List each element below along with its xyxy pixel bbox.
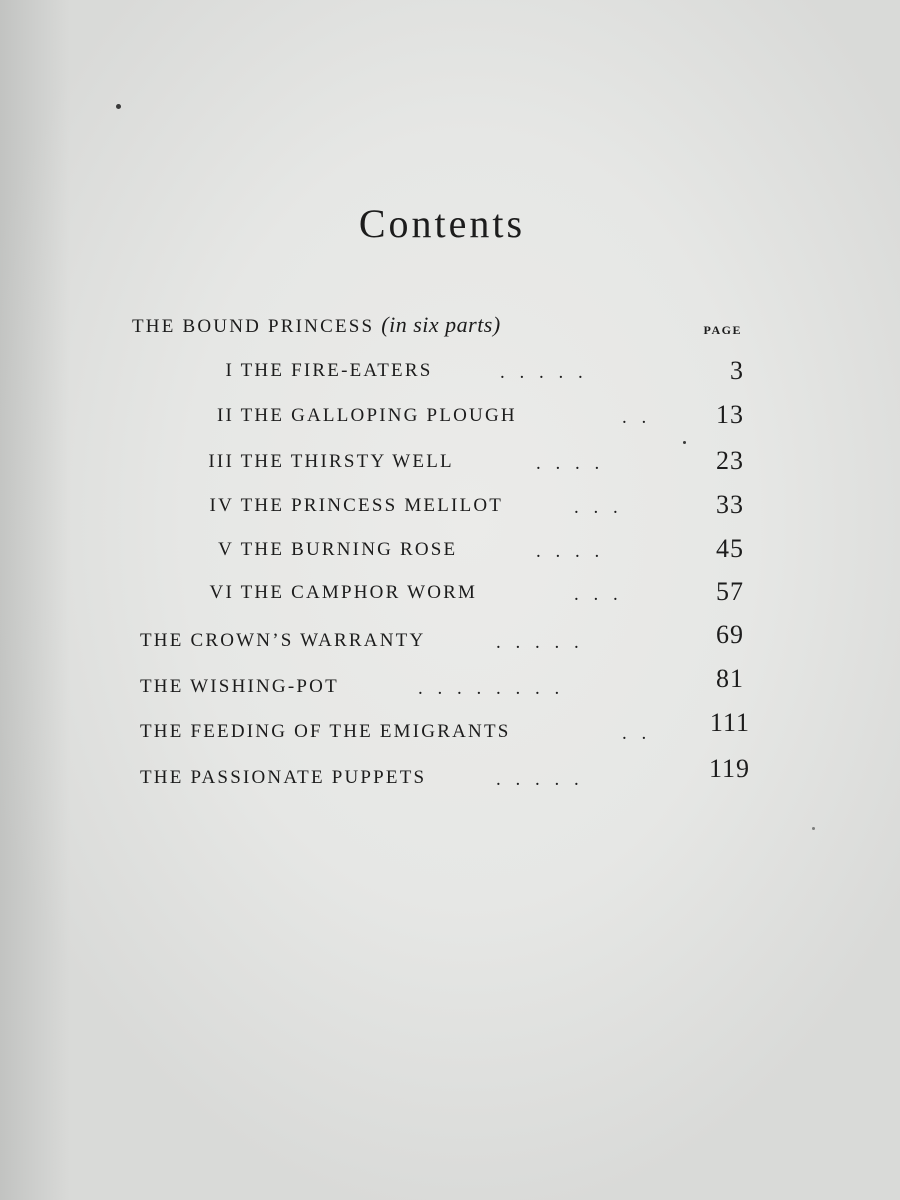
story-title: THE PASSIONATE PUPPETS	[140, 767, 427, 788]
paper-speck	[812, 827, 815, 830]
story-title: THE CROWN’S WARRANTY	[140, 630, 426, 651]
page-number: 23	[716, 446, 744, 475]
page-number: 33	[716, 490, 744, 519]
part-title: THE THIRSTY WELL	[240, 451, 454, 472]
paper-speck	[683, 441, 686, 444]
page-number: 57	[716, 577, 744, 606]
contents-heading: Contents	[358, 201, 526, 246]
dot-leaders: . . . . .	[496, 769, 579, 790]
page-number: 13	[716, 400, 744, 429]
toc-part-entry	[180, 582, 477, 614]
page-number: 81	[716, 664, 744, 693]
toc-story-entry	[140, 676, 339, 708]
dot-leaders: . . . .	[536, 541, 600, 562]
paper-speck	[116, 104, 121, 109]
page-number: 45	[716, 534, 744, 563]
dot-leaders: . . . . .	[496, 632, 579, 653]
part-title: THE PRINCESS MELILOT	[240, 495, 504, 516]
part-title: THE CAMPHOR WORM	[240, 582, 478, 603]
part-title: THE BURNING ROSE	[240, 539, 458, 560]
story-title: THE FEEDING OF THE EMIGRANTS	[140, 721, 511, 742]
note-paren-close: )	[492, 312, 501, 337]
page-number: 119	[708, 754, 750, 783]
toc-story-entry	[140, 721, 511, 753]
toc-story-entry	[140, 630, 425, 662]
dot-leaders: . . .	[574, 584, 618, 605]
dot-leaders: . . . .	[536, 453, 600, 474]
page-number: 69	[716, 620, 744, 649]
part-numeral: IV	[209, 495, 234, 516]
toc-entry-title: THE BOUND PRINCESS	[132, 316, 375, 337]
note-text: in six parts	[389, 312, 493, 337]
toc-part-entry	[180, 539, 457, 571]
toc-story-entry	[140, 767, 426, 799]
part-title: THE GALLOPING PLOUGH	[240, 405, 517, 426]
toc-part-entry	[180, 405, 517, 437]
dot-leaders: . .	[622, 723, 647, 744]
part-numeral: III	[208, 451, 234, 472]
part-numeral: II	[216, 405, 234, 426]
page-number: 111	[709, 708, 750, 737]
dot-leaders: . . . . . . . .	[418, 678, 560, 699]
dot-leaders: . . . . .	[500, 362, 583, 383]
toc-part-entry	[180, 495, 503, 527]
story-title: THE WISHING-POT	[140, 676, 339, 697]
dot-leaders: . .	[622, 407, 647, 428]
page-column-label: PAGE	[703, 323, 742, 337]
toc-entry-note	[381, 312, 500, 337]
part-numeral: I	[225, 360, 234, 381]
part-title: THE FIRE-EATERS	[240, 360, 433, 381]
part-numeral: V	[218, 539, 234, 560]
toc-part-entry	[180, 360, 432, 392]
page-gutter-shadow	[0, 0, 70, 1200]
page-number: 3	[730, 356, 744, 385]
part-numeral: VI	[209, 582, 234, 603]
dot-leaders: . . .	[574, 497, 618, 518]
toc-part-entry	[180, 451, 454, 483]
note-paren-open: (	[381, 312, 390, 337]
toc-main-entry	[132, 312, 501, 344]
